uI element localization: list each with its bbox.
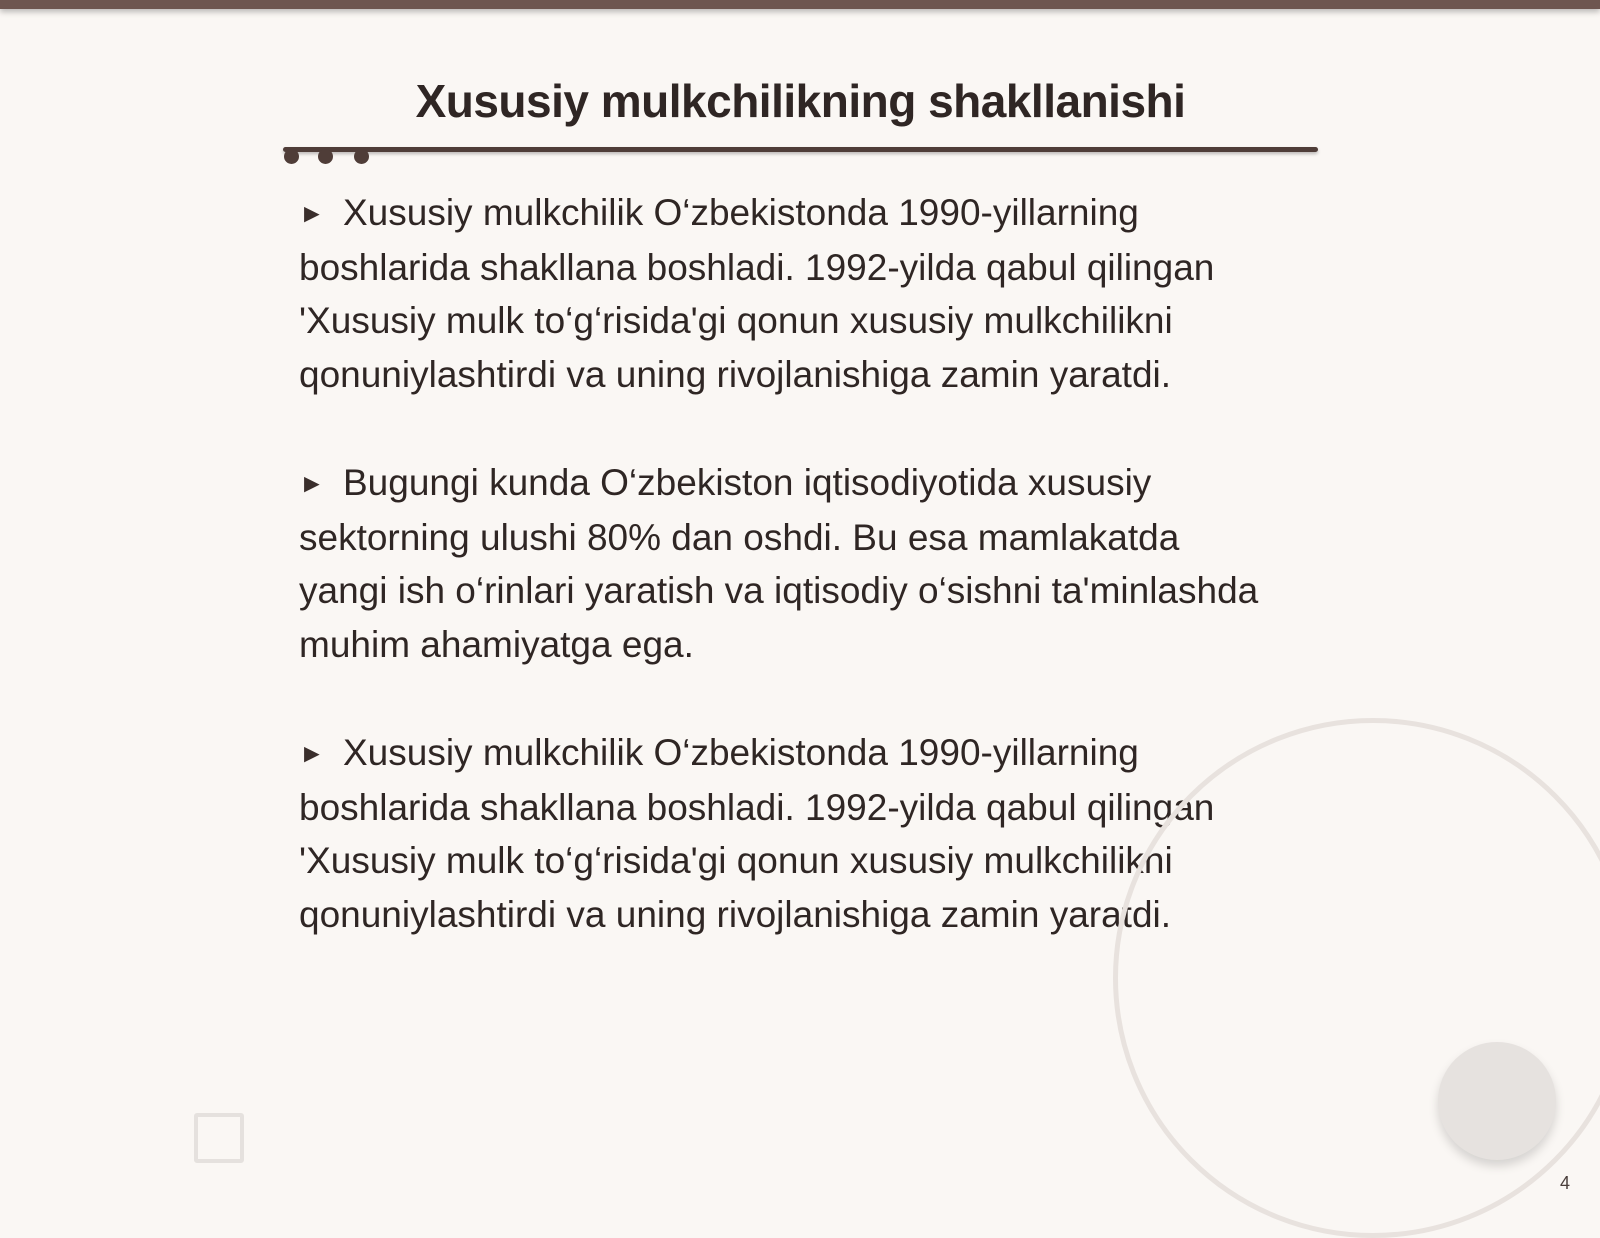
decorative-ring [1113,718,1600,1238]
slide-title: Xususiy mulkchilikning shakllanishi [415,75,1186,127]
paragraph-text: Bugungi kunda O‘zbekiston iqtisodiyotida xususiy sektorning ulushi 80% dan oshdi. Bu esa mamlakatda yangi ish o‘rinlari yaratish va iqtisodiy o‘sishni ta'minlashda muhim ahamiyatga ega. [299,462,1259,665]
bullet-arrow-icon: ► [299,738,325,768]
paragraph-text: Xususiy mulkchilik O‘zbekistonda 1990-yillarning boshlarida shakllana boshladi. 1992-yilda qabul qilingan 'Xususiy mulk to‘g‘risida'gi qonun xususiy mulkchilikni qonuniylashtirdi va uning rivojlanishiga zamin yaratdi. [299,192,1215,395]
bullet-paragraph [299,456,1269,671]
slide-page-number: 4 [1559,1173,1570,1193]
bullet-arrow-icon: ► [299,468,325,498]
title-rule-dot [318,149,333,164]
decorative-disc [1438,1042,1556,1160]
paragraph-text: Xususiy mulkchilik O‘zbekistonda 1990-yillarning boshlarida shakllana boshladi. 1992-yilda qabul qilingan 'Xususiy mulk to‘g‘risida'gi qonun xususiy mulkchilikni qonuniylashtirdi va uning rivojlanishiga zamin yaratdi. [299,732,1215,935]
title-underline [283,147,1318,152]
bullet-paragraph [299,186,1269,401]
bullet-arrow-icon: ► [299,198,325,228]
title-rule-dot [284,149,299,164]
decorative-square [194,1113,244,1163]
title-rule-dot [354,149,369,164]
slide-body [299,186,1269,996]
top-accent-bar [0,0,1600,9]
